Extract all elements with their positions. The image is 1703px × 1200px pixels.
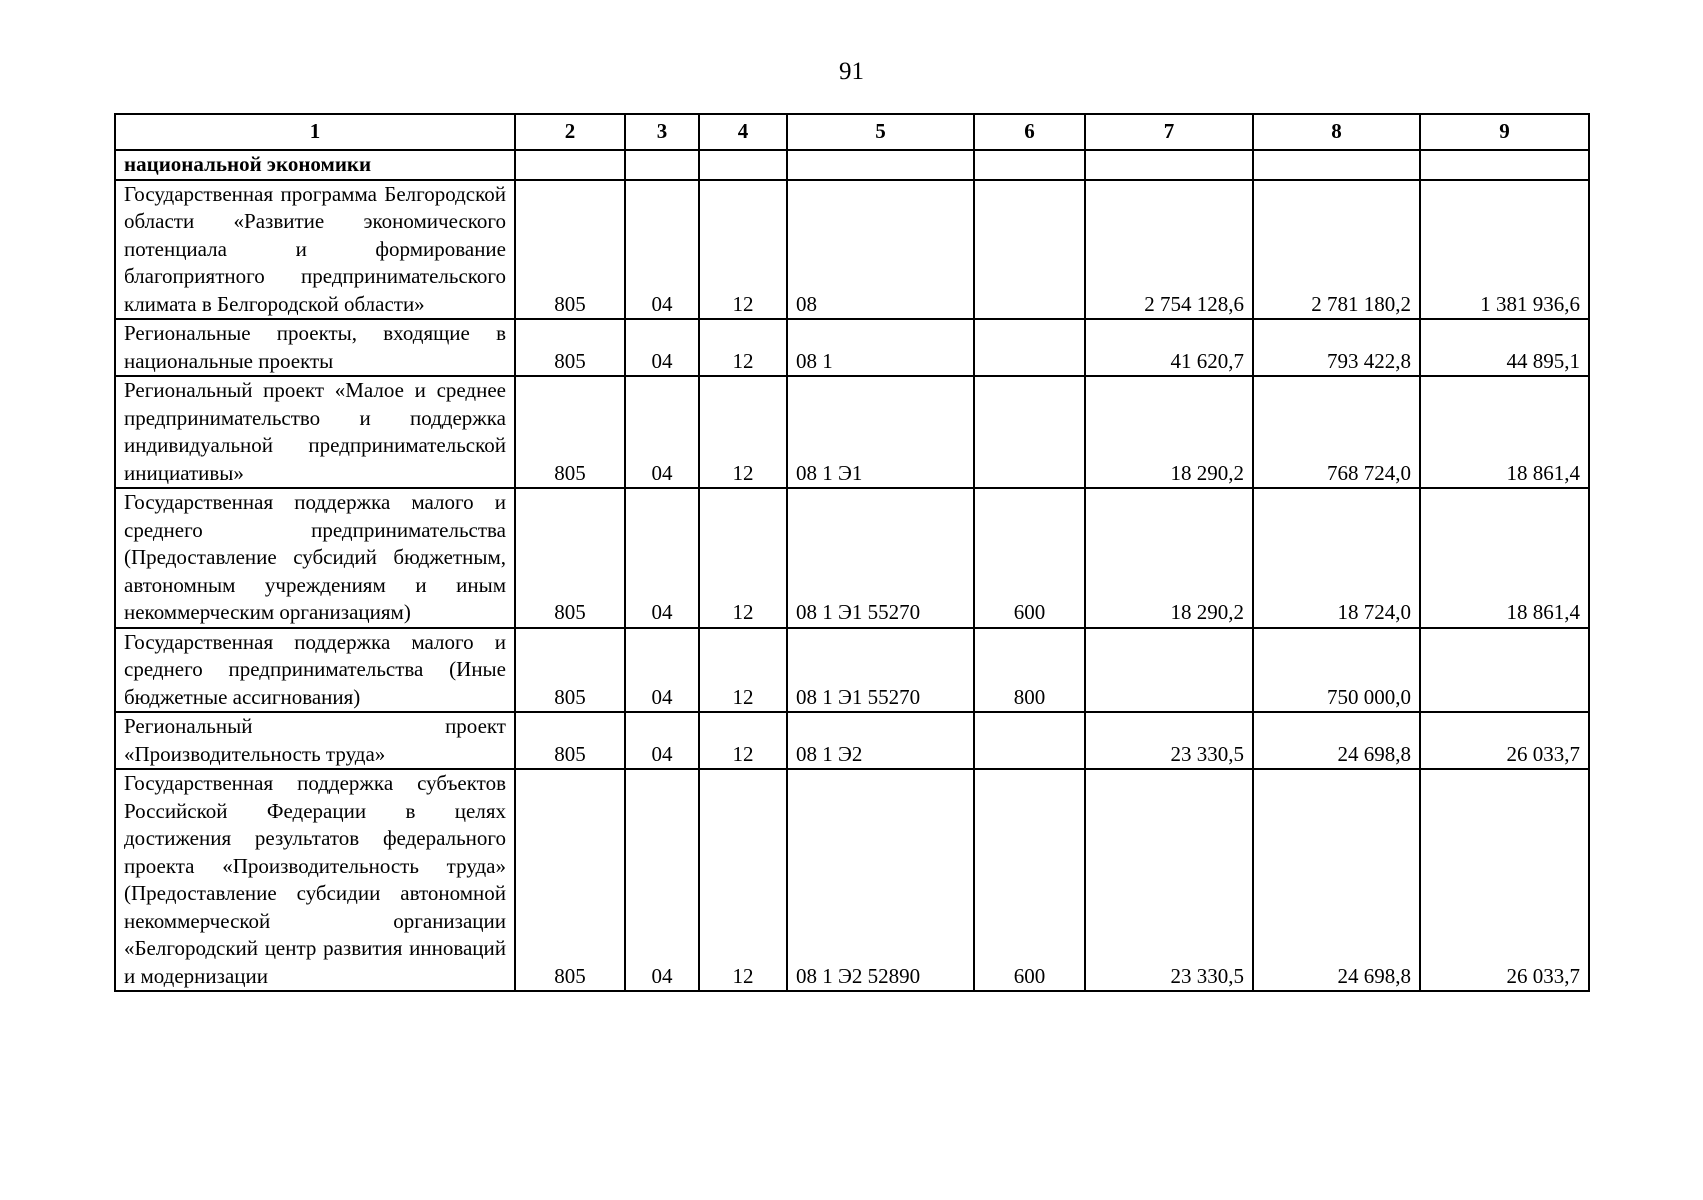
table-cell (699, 150, 787, 180)
table-cell (1085, 150, 1253, 180)
table-row (115, 628, 1589, 713)
code-subsection: 12 (699, 180, 787, 320)
column-header-1: 1 (115, 114, 515, 150)
page-number: 91 (839, 58, 864, 85)
code-section: 04 (625, 488, 699, 628)
code-expense-type (974, 376, 1085, 488)
code-section: 04 (625, 628, 699, 713)
column-header-2: 2 (515, 114, 625, 150)
table-cell (515, 150, 625, 180)
amount-col8: 24 698,8 (1253, 712, 1420, 769)
budget-table (114, 113, 1590, 992)
code-expense-type (974, 180, 1085, 320)
table-cell (974, 150, 1085, 180)
amount-col8: 18 724,0 (1253, 488, 1420, 628)
code-section: 04 (625, 769, 699, 991)
amount-col7: 2 754 128,6 (1085, 180, 1253, 320)
table-row (115, 769, 1589, 991)
code-subsection: 12 (699, 712, 787, 769)
column-header-8: 8 (1253, 114, 1420, 150)
column-header-3: 3 (625, 114, 699, 150)
amount-col9 (1420, 628, 1589, 713)
amount-col8: 2 781 180,2 (1253, 180, 1420, 320)
amount-col8: 24 698,8 (1253, 769, 1420, 991)
amount-col9: 18 861,4 (1420, 488, 1589, 628)
row-name: Государственная поддержка субъектов Российской Федерации в целях достижения результатов федерального проекта «Производительность труда» (Предоставление субсидии автономной некоммерческой организации «Белгородский центр развития инноваций и модернизации (115, 769, 515, 991)
code-ministry: 805 (515, 769, 625, 991)
code-section: 04 (625, 319, 699, 376)
row-name: Региональные проекты, входящие в национальные проекты (115, 319, 515, 376)
column-header-5: 5 (787, 114, 974, 150)
code-section: 04 (625, 180, 699, 320)
amount-col7: 23 330,5 (1085, 769, 1253, 991)
code-subsection: 12 (699, 769, 787, 991)
code-target-article: 08 1 Э2 52890 (787, 769, 974, 991)
continuation-row (115, 150, 1589, 180)
code-ministry: 805 (515, 180, 625, 320)
code-ministry: 805 (515, 628, 625, 713)
code-subsection: 12 (699, 488, 787, 628)
code-target-article: 08 1 Э1 (787, 376, 974, 488)
table-cell (1253, 150, 1420, 180)
table-cell (787, 150, 974, 180)
code-subsection: 12 (699, 628, 787, 713)
amount-col7: 41 620,7 (1085, 319, 1253, 376)
table-row (115, 319, 1589, 376)
amount-col9: 18 861,4 (1420, 376, 1589, 488)
code-expense-type: 600 (974, 769, 1085, 991)
code-section: 04 (625, 712, 699, 769)
amount-col9: 1 381 936,6 (1420, 180, 1589, 320)
amount-col8: 793 422,8 (1253, 319, 1420, 376)
code-target-article: 08 1 Э1 55270 (787, 488, 974, 628)
code-ministry: 805 (515, 319, 625, 376)
column-header-7: 7 (1085, 114, 1253, 150)
table-cell (1420, 150, 1589, 180)
code-ministry: 805 (515, 488, 625, 628)
row-name: Региональный проект «Производительность труда» (115, 712, 515, 769)
code-ministry: 805 (515, 712, 625, 769)
code-subsection: 12 (699, 319, 787, 376)
amount-col7: 18 290,2 (1085, 376, 1253, 488)
table-cell (625, 150, 699, 180)
code-target-article: 08 1 (787, 319, 974, 376)
column-header-4: 4 (699, 114, 787, 150)
code-expense-type (974, 319, 1085, 376)
row-name: Государственная поддержка малого и среднего предпринимательства (Предоставление субсидий бюджетным, автономным учреждениям и иным некоммерческим организациям) (115, 488, 515, 628)
row-name: Государственная программа Белгородской области «Развитие экономического потенциала и формирование благоприятного предпринимательского климата в Белгородской области» (115, 180, 515, 320)
table-row (115, 488, 1589, 628)
amount-col7: 18 290,2 (1085, 488, 1253, 628)
code-expense-type: 800 (974, 628, 1085, 713)
amount-col9: 44 895,1 (1420, 319, 1589, 376)
amount-col8: 750 000,0 (1253, 628, 1420, 713)
code-subsection: 12 (699, 376, 787, 488)
code-expense-type (974, 712, 1085, 769)
amount-col8: 768 724,0 (1253, 376, 1420, 488)
table-row (115, 712, 1589, 769)
header-row (115, 114, 1589, 150)
code-target-article: 08 1 Э1 55270 (787, 628, 974, 713)
code-ministry: 805 (515, 376, 625, 488)
row-name: Региональный проект «Малое и среднее предпринимательство и поддержка индивидуальной предпринимательской инициативы» (115, 376, 515, 488)
amount-col7: 23 330,5 (1085, 712, 1253, 769)
code-section: 04 (625, 376, 699, 488)
code-target-article: 08 1 Э2 (787, 712, 974, 769)
column-header-6: 6 (974, 114, 1085, 150)
continuation-label: национальной экономики (115, 150, 515, 180)
column-header-9: 9 (1420, 114, 1589, 150)
code-target-article: 08 (787, 180, 974, 320)
amount-col9: 26 033,7 (1420, 769, 1589, 991)
row-name: Государственная поддержка малого и среднего предпринимательства (Иные бюджетные ассигнования) (115, 628, 515, 713)
table-row (115, 180, 1589, 320)
amount-col7 (1085, 628, 1253, 713)
table-row (115, 376, 1589, 488)
amount-col9: 26 033,7 (1420, 712, 1589, 769)
code-expense-type: 600 (974, 488, 1085, 628)
